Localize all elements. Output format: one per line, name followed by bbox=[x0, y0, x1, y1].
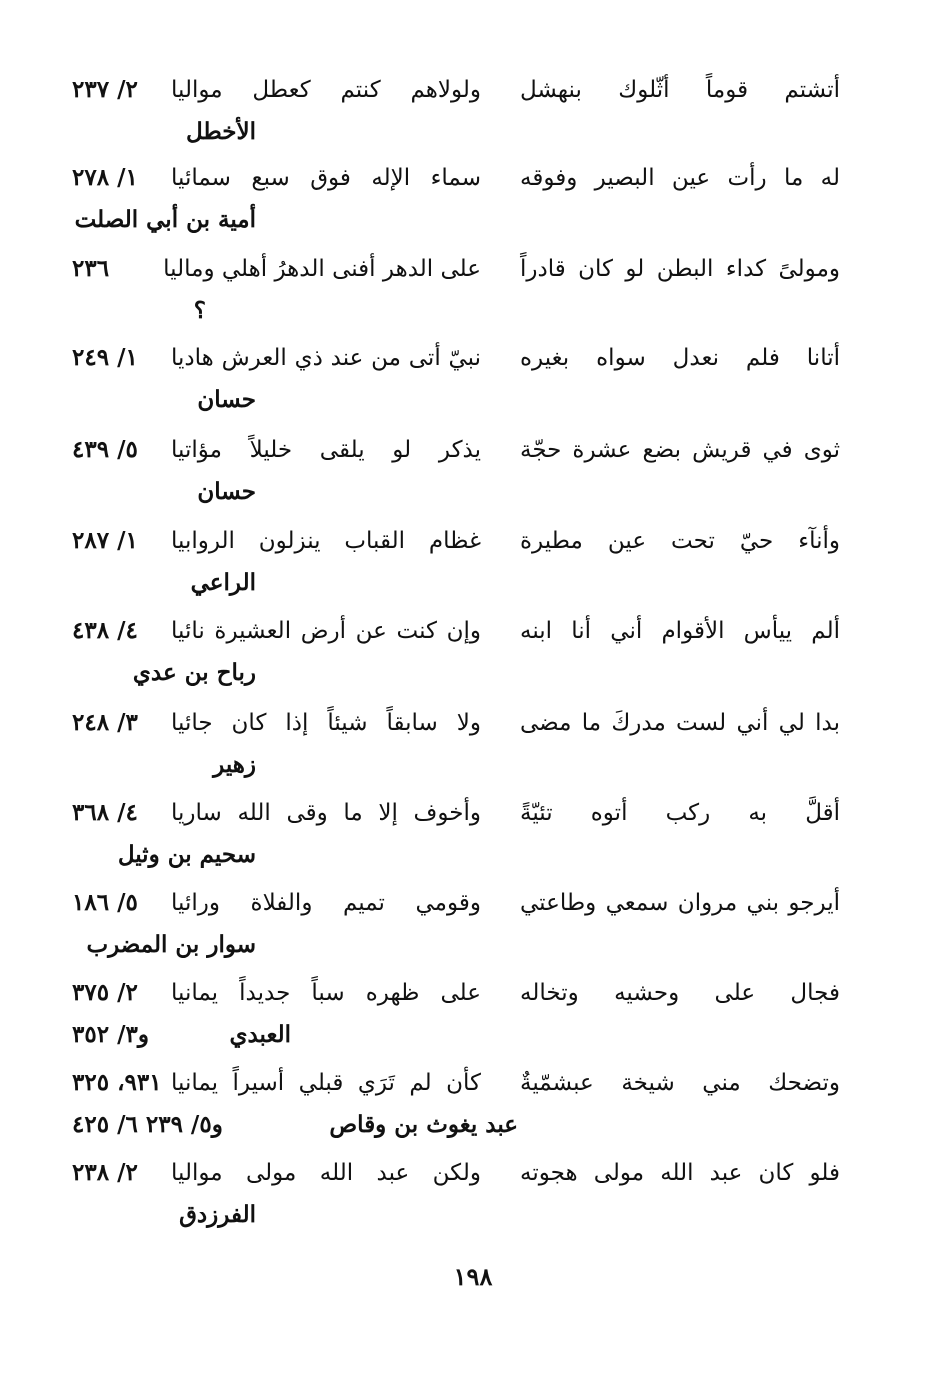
volume-page-reference: ١/ ٢٧٨ bbox=[72, 164, 138, 191]
second-hemistich: نبيّ أتى من عند ذي العرش هاديا bbox=[171, 345, 481, 371]
second-hemistich: يذكر لو يلقى خليلاً مؤاتيا bbox=[171, 437, 481, 463]
verse-entry bbox=[0, 975, 946, 1063]
second-hemistich: وقومي تميم والفلاة ورائيا bbox=[171, 890, 481, 916]
first-hemistich: له ما رأت عين البصير وفوقه bbox=[520, 165, 840, 191]
volume-page-reference: ٤/ ٣٦٨ bbox=[72, 799, 138, 826]
second-hemistich: ولا سابقاً شيئاً إذا كان جائيا bbox=[171, 710, 481, 736]
verse-entry bbox=[0, 885, 946, 973]
first-hemistich: بدا لي أني لست مدركَ ما مضى bbox=[520, 710, 840, 736]
second-hemistich: وإن كنت عن أرض العشيرة نائيا bbox=[171, 618, 481, 644]
volume-page-reference: ٥/ ٤٣٩ bbox=[72, 436, 138, 463]
poet-name: الأخطل bbox=[185, 118, 256, 145]
poet-name: الفرزدق bbox=[179, 1201, 256, 1228]
second-hemistich: على الدهر أفنى الدهرُ أهلي وماليا bbox=[163, 256, 481, 282]
second-hemistich: كأن لم تَرَي قبلي أسيراً يمانيا bbox=[171, 1070, 481, 1096]
first-hemistich: ثوى في قريش بضع عشرة حجّة bbox=[520, 437, 840, 463]
first-hemistich: أتانا فلم نعدل سواه بغيره bbox=[520, 345, 840, 371]
first-hemistich: وأنآء حيّ تحت عين مطيرة bbox=[520, 528, 840, 554]
first-hemistich: ألم ييأس الأقوام أني أنا ابنه bbox=[520, 618, 840, 644]
first-hemistich: فجال على وحشيه وتخاله bbox=[520, 980, 840, 1006]
poet-name: العبدي bbox=[229, 1021, 291, 1048]
first-hemistich: فلو كان عبد الله مولى هجوته bbox=[520, 1160, 840, 1186]
verse-entry bbox=[0, 160, 946, 248]
second-hemistich: غظام القباب ينزلون الروابيا bbox=[171, 528, 481, 554]
verse-entry bbox=[0, 1155, 946, 1243]
second-hemistich: على ظهره سباً جديداً يمانيا bbox=[171, 980, 481, 1006]
poet-name: ؟ bbox=[193, 297, 206, 324]
second-hemistich: وأخوف إلا ما وقى الله ساريا bbox=[171, 800, 481, 826]
volume-page-reference: ٢/ ٣٧٥ bbox=[72, 979, 138, 1006]
poet-name: أمية بن أبي الصلت bbox=[74, 206, 256, 233]
poet-name: سحيم بن وثيل bbox=[117, 841, 256, 868]
first-hemistich: ومولىً كداء البطن لو كان قادراً bbox=[520, 256, 840, 282]
page-number: ١٩٨ bbox=[453, 1262, 493, 1291]
poet-name: زهير bbox=[213, 751, 256, 778]
verse-entry bbox=[0, 705, 946, 793]
volume-page-reference: ٣/ ٢٤٨ bbox=[72, 709, 138, 736]
volume-page-reference: ٤/ ٤٣٨ bbox=[72, 617, 138, 644]
poet-name: رباح بن عدي bbox=[132, 659, 256, 686]
first-hemistich: أيرجو بني مروان سمعي وطاعتي bbox=[520, 890, 840, 916]
volume-page-reference: ٥/ ١٨٦ bbox=[72, 889, 138, 916]
verse-entry bbox=[0, 251, 946, 339]
volume-page-reference: ٩٣١، ٣٢٥ bbox=[72, 1069, 162, 1096]
first-hemistich: أتشتم قوماً أثّلوك بنهشل bbox=[520, 77, 840, 103]
volume-page-reference: ١/ ٢٤٩ bbox=[72, 344, 138, 371]
additional-reference: و٥/ ٢٣٩ ٦/ ٤٢٥ bbox=[72, 1111, 223, 1138]
poet-name: حسان bbox=[197, 478, 256, 505]
second-hemistich: ولكن عبد الله مولى مواليا bbox=[171, 1160, 481, 1186]
additional-reference: و٣/ ٣٥٢ bbox=[72, 1021, 149, 1048]
first-hemistich: أقلَّ به ركب أتوه تئيّةً bbox=[520, 800, 840, 826]
second-hemistich: ولولاهم كنتم كعطل مواليا bbox=[171, 77, 481, 103]
volume-page-reference: ١/ ٢٨٧ bbox=[72, 527, 138, 554]
volume-page-reference: ٢/ ٢٣٧ bbox=[72, 76, 138, 103]
poet-name: سوار بن المضرب bbox=[86, 931, 256, 958]
first-hemistich: وتضحك مني شيخة عبشمّيةٌ bbox=[520, 1070, 840, 1096]
verse-entry bbox=[0, 340, 946, 428]
poet-name: حسان bbox=[197, 386, 256, 413]
poet-name: الراعي bbox=[190, 569, 256, 596]
poet-name: عبد يغوث بن وقاص bbox=[329, 1111, 518, 1138]
verse-entry bbox=[0, 523, 946, 611]
volume-page-reference: ٢/ ٢٣٨ bbox=[72, 1159, 138, 1186]
second-hemistich: سماء الإله فوق سبع سمائيا bbox=[171, 165, 481, 191]
verse-entry bbox=[0, 72, 946, 160]
verse-entry bbox=[0, 795, 946, 883]
verse-entry bbox=[0, 1065, 946, 1153]
volume-page-reference: ٢٣٦ bbox=[72, 255, 110, 282]
verse-entry bbox=[0, 613, 946, 701]
verse-entry bbox=[0, 432, 946, 520]
